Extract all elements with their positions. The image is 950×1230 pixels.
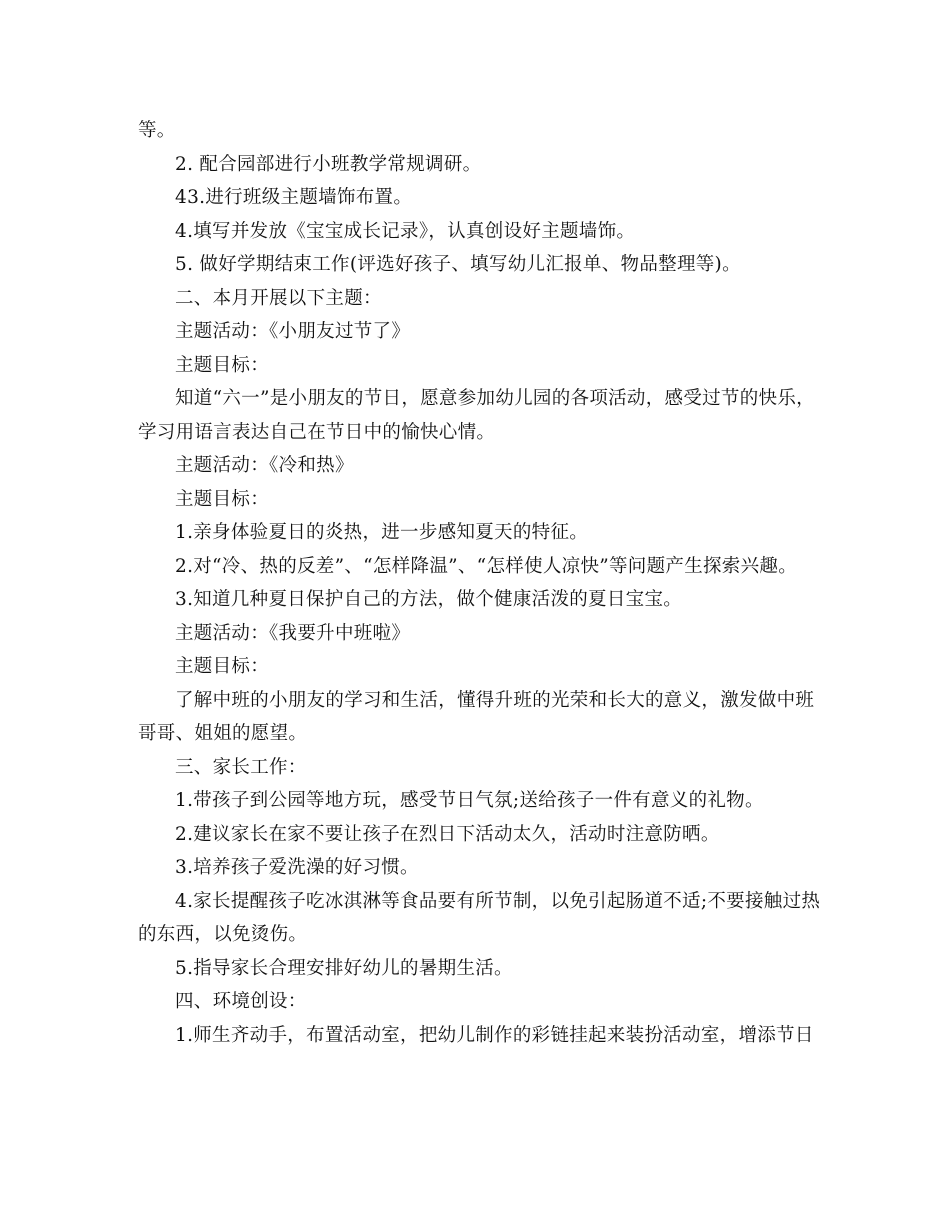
parent-work-item: 3.培养孩子爱洗澡的好习惯。 (175, 857, 419, 878)
theme-activity-title: 主题活动：《冷和热》 (175, 455, 354, 476)
theme-goal-label: 主题目标： (175, 354, 270, 376)
parent-work-item: 1.带孩子到公园等地方玩，感受节日气氛;送给孩子一件有意义的礼物。 (175, 790, 764, 811)
section-heading-themes: 二、本月开展以下主题： (175, 287, 382, 309)
environment-item: 1.师生齐动手，布置活动室，把幼儿制作的彩链挂起来装扮活动室，增添节日 (175, 1024, 814, 1046)
theme-activity-title: 主题活动：《小朋友过节了》 (175, 321, 411, 342)
parent-work-item: 5.指导家长合理安排好幼儿的暑期生活。 (175, 957, 513, 979)
list-item-wall-decor: 43.进行班级主题墙饰布置。 (175, 187, 413, 208)
theme-activity-title: 主题活动：《我要升中班啦》 (175, 622, 411, 644)
theme-goal-text: 知道“六一”是小朋友的节日，愿意参加幼儿园的各项活动，感受过节的快乐，学习用语言表达自己在节日中的愉快心情。 (138, 388, 815, 443)
list-item-growth-record: 4.填写并发放《宝宝成长记录》，认真创设好主题墙饰。 (175, 220, 636, 242)
goal-item: 1.亲身体验夏日的炎热，进一步感知夏天的特征。 (175, 522, 589, 543)
section-heading-parents: 三、家长工作： (175, 756, 307, 778)
document-body (138, 114, 830, 1052)
list-item-research: 2. 配合园部进行小班教学常规调研。 (175, 153, 482, 175)
theme-goal-text: 了解中班的小朋友的学习和生活，懂得升班的光荣和长大的意义，激发做中班哥哥、姐姐的愿望。 (138, 689, 815, 744)
goal-item: 2.对“冷、热的反差”、“怎样降温”、“怎样使人凉快”等问题产生探索兴趣。 (175, 555, 797, 577)
paragraph-continuation: 等。 (138, 120, 176, 141)
parent-work-item: 2.建议家长在家不要让孩子在烈日下活动太久，活动时注意防晒。 (175, 823, 720, 845)
goal-item: 3.知道几种夏日保护自己的方法，做个健康活泼的夏日宝宝。 (175, 589, 683, 610)
section-heading-environment: 四、环境创设： (175, 991, 307, 1012)
parent-work-item: 4.家长提醒孩子吃冰淇淋等食品要有所节制，以免引起肠道不适;不要接触过热的东西，以免烫伤。 (138, 890, 821, 945)
list-item-semester-end: 5. 做好学期结束工作(评选好孩子、填写幼儿汇报单、物品整理等)。 (175, 254, 741, 275)
theme-goal-label: 主题目标： (175, 656, 270, 677)
theme-goal-label: 主题目标： (175, 488, 270, 510)
